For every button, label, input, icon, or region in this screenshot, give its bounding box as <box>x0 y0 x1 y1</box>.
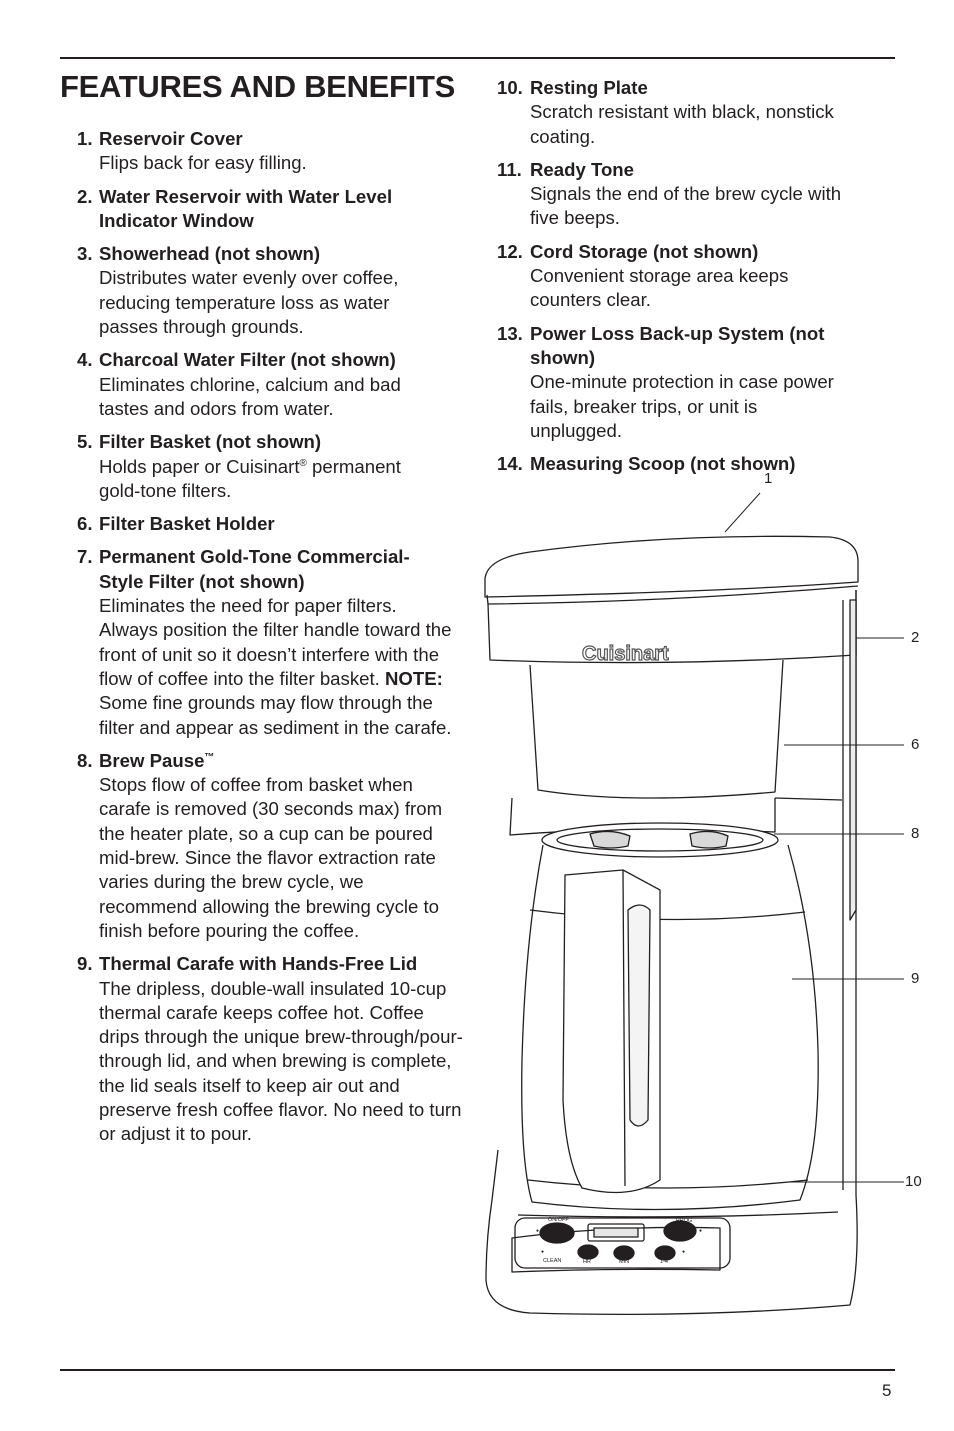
feature-item <box>77 952 467 1146</box>
feature-title: Brew Pause™ <box>99 749 215 771</box>
feature-description: One-minute protection in case power fails, breaker trips, or unit is unplugged. <box>530 371 834 441</box>
panel-label-1-4: 1-4 <box>660 1259 668 1265</box>
callout-number: 6 <box>911 736 920 753</box>
feature-item <box>77 430 439 503</box>
features-list-right <box>497 76 897 485</box>
feature-number: 4. <box>77 349 93 371</box>
feature-number: 13. <box>497 322 523 344</box>
feature-number: 1. <box>77 128 93 149</box>
feature-item <box>77 127 457 176</box>
feature-description: Eliminates chlorine, calcium and bad tastes and odors from water. <box>99 373 401 419</box>
feature-item <box>497 76 900 149</box>
callout-number: 10 <box>905 1173 922 1190</box>
feature-number: 11. <box>497 158 522 180</box>
feature-description: Holds paper or Cuisinart® permanent gold-tone filters. <box>99 455 401 501</box>
feature-title: Charcoal Water Filter (not shown) <box>99 349 396 371</box>
feature-number: 9. <box>77 953 93 975</box>
svg-text:●: ● <box>682 1249 686 1255</box>
panel-label-hr: HR <box>583 1259 591 1265</box>
feature-title: Permanent Gold-Tone Commercial-Style Filter (not shown) <box>99 546 410 592</box>
feature-number: 6. <box>77 513 93 535</box>
feature-number: 8. <box>77 749 93 771</box>
feature-title: Thermal Carafe with Hands-Free Lid <box>99 953 418 975</box>
panel-label-prog: PROG <box>676 1218 693 1224</box>
feature-item <box>77 242 429 339</box>
feature-title: Power Loss Back-up System (not shown) <box>530 322 825 368</box>
feature-description: Distributes water evenly over coffee, reducing temperature loss as water passes through grounds. <box>99 267 399 338</box>
feature-number: 3. <box>77 243 93 265</box>
feature-number: 12. <box>497 240 523 262</box>
feature-number: 10. <box>497 77 523 98</box>
page-number: 5 <box>882 1381 892 1400</box>
feature-description: Flips back for easy filling. <box>99 152 307 174</box>
feature-title: Filter Basket (not shown) <box>99 431 322 453</box>
feature-title: Reservoir Cover <box>99 128 243 149</box>
feature-title: Resting Plate <box>530 77 648 98</box>
trademark-mark: ™ <box>204 751 215 763</box>
callout-number: 1 <box>764 470 773 487</box>
brand-logo: Cuisinart <box>582 643 669 665</box>
feature-title: Water Reservoir with Water Level Indicator Window <box>99 185 393 231</box>
feature-item <box>497 158 870 231</box>
coffee-maker-diagram <box>470 460 930 1330</box>
callout-number: 9 <box>911 970 920 987</box>
feature-item <box>77 185 429 234</box>
callout-line-1 <box>725 493 760 532</box>
bottom-rule <box>60 1369 895 1371</box>
feature-item <box>77 749 457 943</box>
feature-number: 2. <box>77 185 93 207</box>
feature-item <box>77 348 439 421</box>
feature-number: 7. <box>77 546 93 568</box>
feature-item <box>77 512 457 536</box>
feature-description: Scratch resistant with black, nonstick coating. <box>530 101 834 147</box>
feature-description: Eliminates the need for paper filters. Always position the filter handle toward the front of unit so it doesn’t interfere with the flow of coffee into the filter basket. NOTE: Some fine grounds may flow through the filter and appear as sediment in the carafe. <box>99 595 452 738</box>
note-label: NOTE: <box>384 667 443 689</box>
page-title: FEATURES AND BENEFITS <box>60 69 455 104</box>
registered-mark: ® <box>299 457 307 469</box>
panel-label-min: MIN <box>619 1259 630 1265</box>
feature-title: Showerhead (not shown) <box>99 243 321 265</box>
top-rule <box>60 57 895 59</box>
feature-description: The dripless, double-wall insulated 10-cup thermal carafe keeps coffee hot. Coffee drips through the unique brew-through/pour-through lid, and when brewing is complete, the lid seals itself to keep air out and preserve fresh coffee flavor. No need to turn or adjust it to pour. <box>99 977 463 1145</box>
feature-number: 14. <box>497 453 523 475</box>
feature-item <box>497 322 850 443</box>
feature-description: Convenient storage area keeps counters clear. <box>530 265 789 311</box>
callout-number: 2 <box>911 629 920 646</box>
svg-text:●: ● <box>536 1228 540 1234</box>
feature-description: Stops flow of coffee from basket when carafe is removed (30 seconds max) from the heater plate, so a cup can be poured mid-brew. Since the flavor extraction rate varies during the brew cycle, we recommend allowing the brewing cycle to finish before pouring the coffee. <box>99 774 443 941</box>
feature-title: Filter Basket Holder <box>99 513 275 535</box>
feature-number: 5. <box>77 431 93 453</box>
panel-label-on-off: ON/OFF <box>548 1217 569 1223</box>
feature-title: Measuring Scoop (not shown) <box>530 453 796 475</box>
svg-text:●: ● <box>541 1249 545 1255</box>
feature-item <box>77 545 457 739</box>
svg-text:●: ● <box>699 1228 703 1234</box>
panel-label-clean: CLEAN <box>543 1258 562 1264</box>
callout-number: 8 <box>911 825 920 842</box>
feature-title: Cord Storage (not shown) <box>530 240 759 262</box>
features-list-left <box>77 127 463 1156</box>
feature-description: Signals the end of the brew cycle with five beeps. <box>530 183 842 229</box>
feature-title: Ready Tone <box>530 158 635 180</box>
feature-item <box>497 240 850 313</box>
